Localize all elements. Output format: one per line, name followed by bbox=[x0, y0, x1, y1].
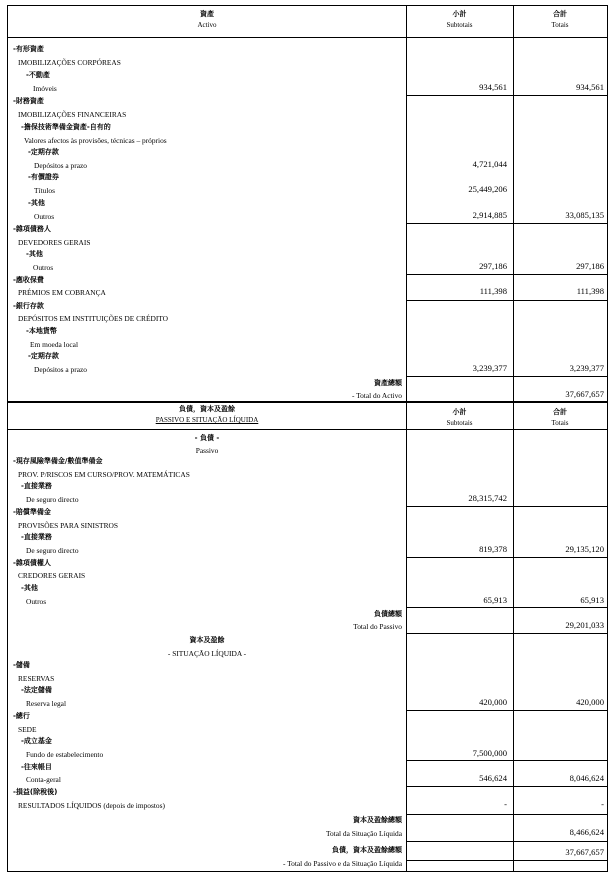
creditors-label-zh: -雜項債權人 bbox=[13, 559, 51, 567]
total-header-pt: Totais bbox=[551, 21, 569, 29]
total-header-zh: 合計 bbox=[553, 10, 567, 18]
other-label-pt: Outros bbox=[34, 212, 55, 221]
premiums-subtotal: 111,398 bbox=[479, 286, 507, 296]
equity-section-zh: 資本及盈餘 bbox=[189, 636, 225, 644]
assets-grand-total: 37,667,657 bbox=[565, 389, 604, 399]
debtors-subtotal: 297,186 bbox=[479, 261, 507, 271]
premiums-label-pt: PRÉMIOS EM COBRANÇA bbox=[18, 288, 106, 297]
liabilities-title-zh: 負債，資本及盈餘 bbox=[179, 405, 235, 413]
financial-total: 33,085,135 bbox=[565, 210, 604, 220]
term-label-zh: -定期存款 bbox=[28, 148, 59, 156]
row-rule bbox=[406, 786, 607, 787]
tied-label-pt: Valores afectos às provisões, técnicas – próprios bbox=[24, 136, 167, 145]
subtotal-header-zh: 小計 bbox=[452, 408, 467, 416]
row-rule bbox=[406, 633, 607, 634]
reserves-label-pt: RESERVAS bbox=[18, 674, 55, 683]
bank-subtotal: 3,239,377 bbox=[472, 363, 507, 373]
debtors-other-label-zh: -其他 bbox=[26, 250, 43, 258]
balance-sheet bbox=[7, 5, 608, 872]
row-rule bbox=[406, 223, 607, 224]
claims-subtotal: 819,378 bbox=[479, 544, 507, 554]
risk-label-pt: PROV. P/RISCOS EM CURSO/PROV. MATEMÁTICAS bbox=[18, 470, 190, 479]
financial-label-pt: IMOBILIZAÇÕES FINANCEIRAS bbox=[18, 110, 127, 119]
subtotal-header-pt: Subtotais bbox=[446, 21, 473, 29]
column-rule bbox=[406, 6, 407, 871]
tangible-label-zh: -有形資產 bbox=[13, 45, 44, 53]
tied-label-zh: -擔保技術準備金資產-自有的 bbox=[21, 123, 111, 131]
claims-direct-label-pt: De seguro directo bbox=[26, 546, 79, 555]
fund-label-pt: Fundo de estabelecimento bbox=[26, 750, 104, 759]
profit-label-zh: -損益(除稅後) bbox=[13, 788, 58, 796]
legal-total: 420,000 bbox=[576, 697, 604, 707]
risk-subtotal: 28,315,742 bbox=[468, 493, 507, 503]
grand-total: 37,667,657 bbox=[565, 847, 604, 857]
liabilities-total-label-zh: 負債總額 bbox=[374, 610, 402, 618]
bank-term-label-pt: Depósitos a prazo bbox=[34, 365, 87, 374]
row-rule bbox=[406, 607, 607, 608]
risk-label-zh: -現存風險準備金/數值準備金 bbox=[13, 457, 103, 465]
legal-label-pt: Reserva legal bbox=[26, 699, 67, 708]
row-rule bbox=[406, 557, 607, 558]
subtotal-header-pt: Subtotais bbox=[446, 419, 473, 427]
securities-label-pt: Títulos bbox=[34, 186, 55, 195]
assets-grand-label-zh: 資產總額 bbox=[374, 379, 402, 387]
row-rule bbox=[406, 95, 607, 96]
row-rule bbox=[406, 274, 607, 275]
liabilities-section-pt: Passivo bbox=[195, 446, 219, 455]
liabilities-title-pt: PASSIVO E SITUAÇÃO LÍQUIDA bbox=[155, 416, 259, 424]
equity-total: 8,466,624 bbox=[569, 827, 604, 837]
financial-label-zh: -財務資產 bbox=[13, 97, 44, 105]
current-label-pt: Conta-geral bbox=[26, 775, 61, 784]
grand-total-label-zh: 負債，資本及盈餘總額 bbox=[332, 846, 402, 854]
assets-title-pt: Activo bbox=[197, 21, 217, 29]
hq-total: 8,046,624 bbox=[569, 773, 604, 783]
securities-label-zh: -有價證券 bbox=[28, 173, 59, 181]
row-rule bbox=[8, 429, 607, 430]
realestate-subtotal: 934,561 bbox=[479, 82, 507, 92]
creditors-total: 65,913 bbox=[580, 595, 604, 605]
risk-direct-label-zh: -直接業務 bbox=[21, 482, 52, 490]
legal-label-zh: -法定儲備 bbox=[21, 686, 52, 694]
creditors-other-label-pt: Outros bbox=[26, 597, 47, 606]
column-rule bbox=[513, 6, 514, 871]
bank-label-zh: -銀行存款 bbox=[13, 302, 44, 310]
equity-total-label-zh: 資本及盈餘總額 bbox=[353, 816, 402, 824]
total-header-zh: 合計 bbox=[553, 408, 567, 416]
reserves-label-zh: -儲備 bbox=[13, 661, 30, 669]
subtotal-header-zh: 小計 bbox=[452, 10, 467, 18]
row-rule bbox=[406, 760, 607, 761]
profit-label-pt: RESULTADOS LÍQUIDOS (depois de impostos) bbox=[18, 801, 165, 810]
premiums-total: 111,398 bbox=[576, 286, 604, 296]
fund-subtotal: 7,500,000 bbox=[472, 748, 507, 758]
row-rule bbox=[406, 376, 607, 377]
equity-total-label-pt: Total da Situação Líquida bbox=[325, 829, 402, 838]
liabilities-total-label-pt: Total do Passivo bbox=[353, 622, 402, 631]
current-label-zh: -往來帳目 bbox=[21, 763, 52, 771]
current-subtotal: 546,624 bbox=[479, 773, 507, 783]
realestate-label-zh: -不動產 bbox=[26, 71, 50, 79]
bank-term-label-zh: -定期存款 bbox=[28, 352, 59, 360]
securities-subtotal: 25,449,206 bbox=[468, 184, 507, 194]
debtors-label-pt: DEVEDORES GERAIS bbox=[18, 238, 91, 247]
row-rule bbox=[406, 841, 607, 842]
profit-total: - bbox=[601, 799, 604, 809]
profit-subtotal: - bbox=[504, 799, 507, 809]
term-label-pt: Depósitos a prazo bbox=[34, 161, 87, 170]
realestate-total: 934,561 bbox=[576, 82, 604, 92]
debtors-total: 297,186 bbox=[576, 261, 604, 271]
local-label-pt: Em moeda local bbox=[30, 340, 79, 349]
claims-total: 29,135,120 bbox=[565, 544, 604, 554]
row-rule bbox=[406, 710, 607, 711]
debtors-other-label-pt: Outros bbox=[33, 263, 54, 272]
hq-label-zh: -總行 bbox=[13, 712, 30, 720]
section-divider bbox=[8, 401, 607, 403]
debtors-label-zh: -雜項債務人 bbox=[13, 225, 51, 233]
row-rule bbox=[406, 300, 607, 301]
creditors-subtotal: 65,913 bbox=[483, 595, 507, 605]
claims-label-zh: -賠償準備金 bbox=[13, 508, 51, 516]
other-subtotal: 2,914,885 bbox=[472, 210, 507, 220]
assets-grand-label-pt: - Total do Activo bbox=[351, 391, 402, 400]
row-rule bbox=[8, 37, 607, 38]
total-header-pt: Totais bbox=[551, 419, 569, 427]
realestate-label-pt: Imóveis bbox=[33, 84, 57, 93]
row-rule bbox=[406, 814, 607, 815]
row-rule bbox=[406, 860, 607, 861]
local-label-zh: -本地貨幣 bbox=[26, 327, 57, 335]
bank-label-pt: DEPÓSITOS EM INSTITUIÇÕES DE CRÉDITO bbox=[18, 314, 169, 323]
hq-label-pt: SEDE bbox=[18, 725, 37, 734]
grand-total-label-pt: - Total do Passivo e da Situação Líquida bbox=[282, 859, 402, 868]
legal-subtotal: 420,000 bbox=[479, 697, 507, 707]
other-label-zh: -其他 bbox=[28, 199, 45, 207]
creditors-label-pt: CREDORES GERAIS bbox=[18, 571, 86, 580]
claims-label-pt: PROVISÕES PARA SINISTROS bbox=[18, 521, 118, 530]
creditors-other-label-zh: -其他 bbox=[21, 584, 38, 592]
term-subtotal: 4,721,044 bbox=[472, 159, 507, 169]
claims-direct-label-zh: -直接業務 bbox=[21, 533, 52, 541]
row-rule bbox=[406, 506, 607, 507]
fund-label-zh: -成立基金 bbox=[21, 737, 52, 745]
liabilities-total: 29,201,033 bbox=[565, 620, 604, 630]
premiums-label-zh: -應收保費 bbox=[13, 276, 44, 284]
assets-title-zh: 資產 bbox=[200, 10, 214, 18]
equity-section-pt: - SITUAÇÃO LÍQUIDA - bbox=[167, 649, 247, 658]
tangible-label-pt: IMOBILIZAÇÕES CORPÓREAS bbox=[18, 58, 121, 67]
risk-direct-label-pt: De seguro directo bbox=[26, 495, 79, 504]
bank-total: 3,239,377 bbox=[569, 363, 604, 373]
liabilities-section-zh: - 負債 - bbox=[194, 434, 220, 442]
